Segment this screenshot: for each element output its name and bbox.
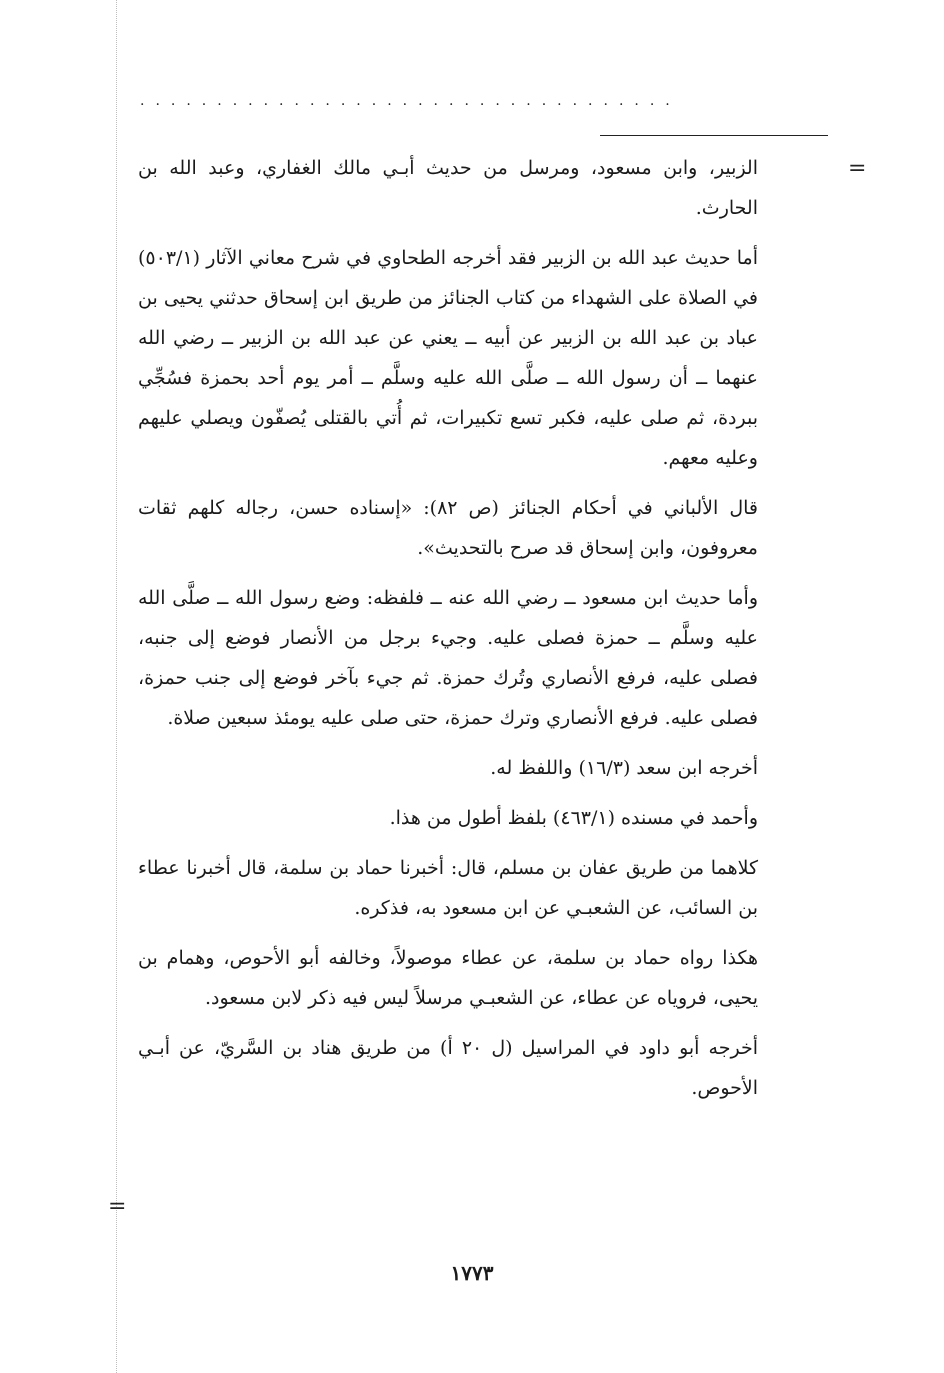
continuation-mark-bottom: = [108, 1194, 127, 1219]
paragraph-7: كلاهما من طريق عفان بن مسلم، قال: أخبرنا حماد بن سلمة، قال أخبرنا عطاء بن السائب، عن الشعبـي عن ابن مسعود به، فذكره. [138, 857, 758, 919]
paragraph-3: قال الألباني في أحكام الجنائز (ص ٨٢): «إسناده حسن، رجاله كلهم ثقات معروفون، وابن إسحاق قد صرح بالتحديث». [138, 497, 759, 559]
paragraph-2: أما حديث عبد الله بن الزبير فقد أخرجه الطحاوي في شرح معاني الآثار (٥٠٣/١) في الصلاة على الشهداء من كتاب الجنائز من طريق ابن إسحاق حدثني يحيى بن عباد بن عبد الله بن الزبير عن أبيه ــ يعني عن عبد الله بن الزبير ــ رضي الله عنهما ــ أن رسول الله ــ صلَّى الله عليه وسلَّم ــ أمر يوم أحد بحمزة فسُجِّي ببردة، ثم صلى عليه، فكبر تسع تكبيرات، ثم أُتي بالقتلى يُصفّون ويصلي عليهم وعليه معهم. [138, 247, 758, 469]
paragraph-8: هكذا رواه حماد بن سلمة، عن عطاء موصولاً، وخالفه أبو الأحوص، وهمام بن يحيى، فروياه عن عطاء، عن الشعبـي مرسلاً ليس فيه ذكر لابن مسعود. [138, 947, 758, 1009]
header-dotted-rule: ................................... [140, 94, 681, 108]
paragraph-4: وأما حديث ابن مسعود ــ رضي الله عنه ــ فلفظه: وضع رسول الله ــ صلَّى الله عليه وسلَّم ــ حمزة فصلى عليه. وجيء برجل من الأنصار فوضع إلى جنبه، فصلى عليه، فرفع الأنصاري وتُرك حمزة. ثم جيء بآخر فوضع إلى جنب حمزة، فصلى عليه. فرفع الأنصاري وترك حمزة، حتى صلى عليه يومئذ سبعين صلاة. [138, 587, 758, 729]
paragraph-5: أخرجه ابن سعد (١٦/٣) واللفظ له. [490, 757, 758, 779]
footnote-separator-rule [600, 135, 828, 136]
paragraph-1: الزبير، وابن مسعود، ومرسل من حديث أبـي مالك الغفاري، وعبد الله بن الحارث. [138, 157, 758, 219]
paragraph-9: أخرجه أبو داود في المراسيل (ل ٢٠ أ) من طريق هناد بن السَّريّ، عن أبـي الأحوص. [138, 1037, 758, 1099]
footnote-text-block [138, 148, 758, 1118]
paragraph-6: وأحمد في مسنده (٤٦٣/١) بلفظ أطول من هذا. [389, 807, 758, 829]
continuation-mark-top: = [848, 156, 867, 181]
page-number: ١٧٧٣ [450, 1261, 494, 1285]
page-edge-line [116, 0, 117, 1373]
